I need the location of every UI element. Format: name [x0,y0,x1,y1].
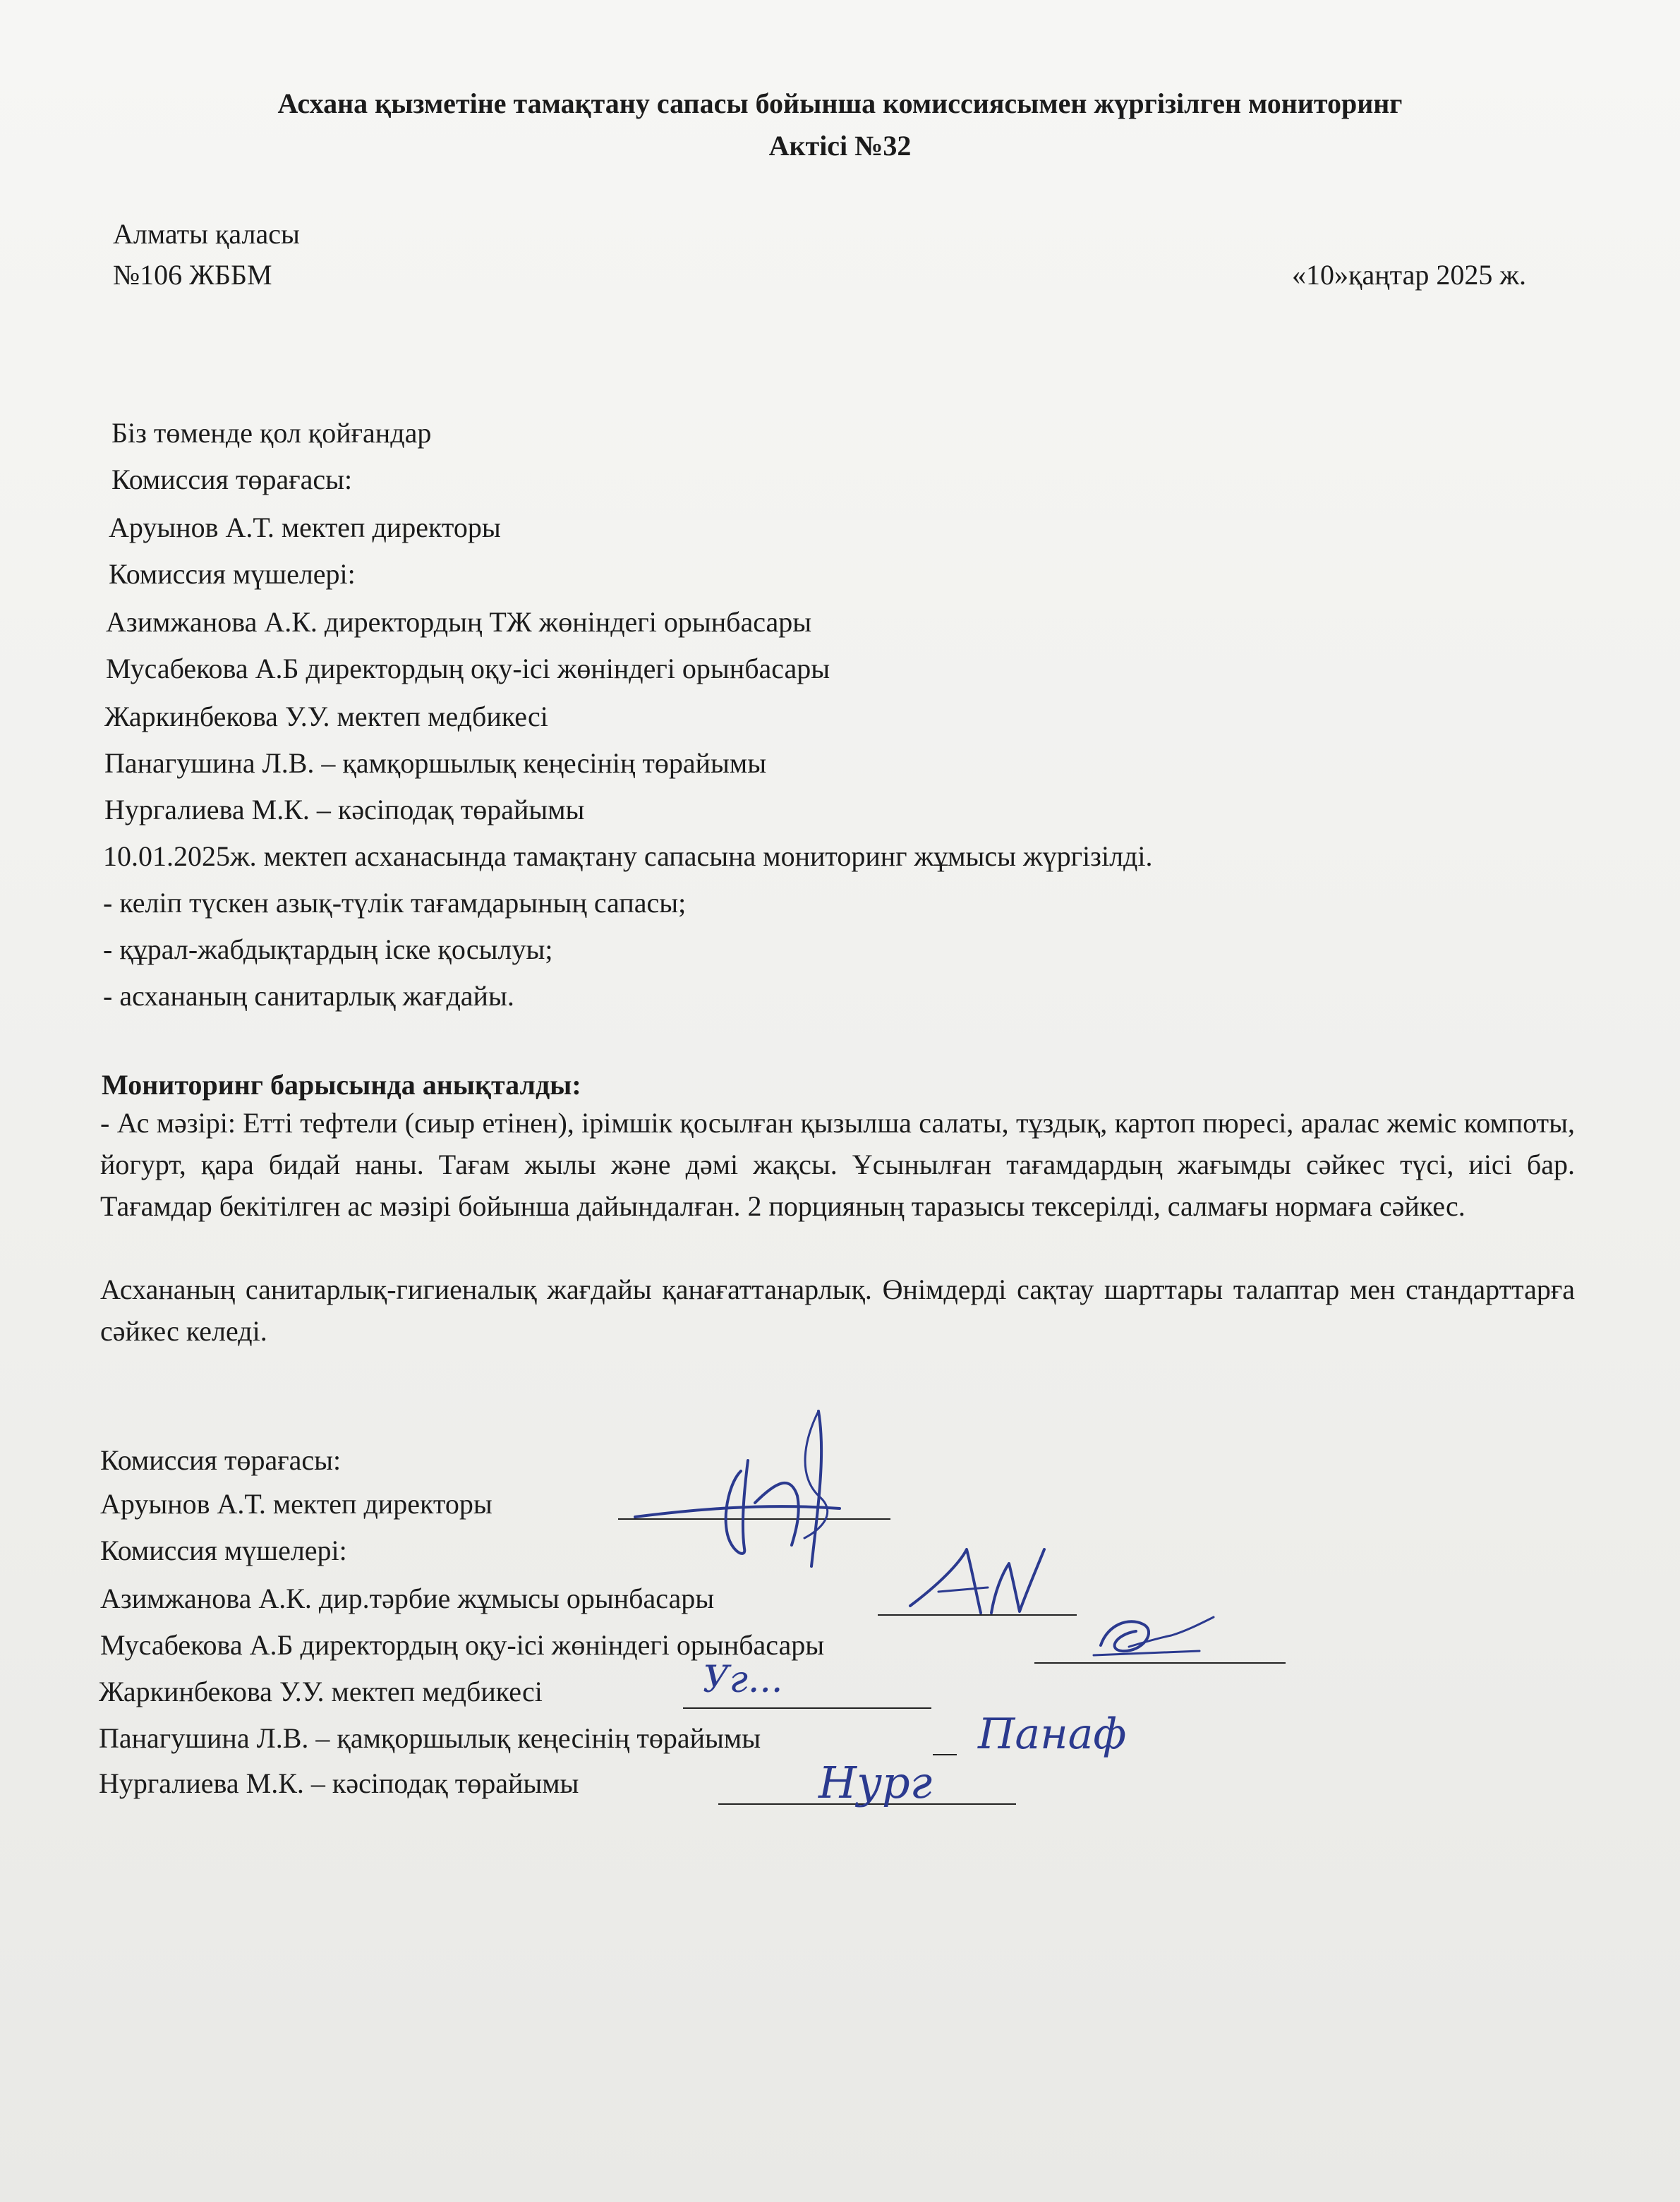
intro-line: - келіп түскен азық-түлік тағамдарының сапасы; [103,887,687,919]
member-name: Азимжанова А.К. дир.тәрбие жұмысы орынбасары [100,1583,715,1614]
findings-heading: Мониторинг барысында анықталды: [102,1069,581,1101]
members-label: Комиссия мүшелері: [100,1535,347,1566]
handwritten-signature-text: Уг... [703,1659,783,1701]
intro-line: Комиссия төрағасы: [111,464,353,495]
member-signature-icon [811,1743,1016,1820]
intro-line: Нургалиева М.К. – кәсіподақ төрайымы [104,794,585,825]
handwritten-signature-text: Нург [818,1757,933,1808]
intro-line: - асхананың санитарлық жағдайы. [103,980,514,1012]
member-signature-icon [1080,1596,1221,1674]
intro-line: Жаркинбекова У.У. мектеп медбикесі [104,701,548,732]
intro-line: Аруынов А.Т. мектеп директоры [109,512,501,543]
member-name: Панагушина Л.В. – қамқоршылық кеңесінің төрайымы [99,1722,761,1754]
chair-label: Комиссия төрағасы: [100,1444,342,1476]
intro-line: Комиссия мүшелері: [109,558,356,590]
member-signature-icon [896,1535,1058,1627]
member-name: Нургалиева М.К. – кәсіподақ төрайымы [99,1767,579,1799]
chair-signature-icon [607,1397,931,1580]
intro-line: - құрал-жабдықтардың іске қосылуы; [103,933,553,965]
document-title-line2: Актісі №32 [768,130,912,162]
intro-line: Біз төменде қол қойғандар [111,417,432,449]
intro-line: Мусабекова А.Б директордың оқу-ісі жөніндегі орынбасары [106,653,830,684]
chair-name: Аруынов А.Т. мектеп директоры [100,1488,492,1520]
document-date: «10»қаңтар 2025 ж. [1292,259,1526,291]
member-name: Мусабекова А.Б директордың оқу-ісі жөніндегі орынбасары [100,1629,825,1661]
school-name: №106 ЖББМ [113,259,272,291]
handwritten-signature-text: Панаф [978,1710,1127,1759]
intro-line: Азимжанова А.К. директордың ТЖ жөніндегі орынбасары [106,606,812,638]
document-title-line1: Асхана қызметіне тамақтану сапасы бойынша комиссиясымен жүргізілген мониторинг [277,87,1403,119]
intro-line: 10.01.2025ж. мектеп асханасында тамақтану сапасына мониторинг жұмысы жүргізілді. [103,840,1153,872]
member-name: Жаркинбекова У.У. мектеп медбикесі [99,1676,543,1707]
city: Алматы қаласы [113,218,300,250]
findings-paragraph: Асхананың санитарлық-гигиеналық жағдайы қанағаттанарлық. Өнімдерді сақтау шарттары талаптар мен стандарттарға сәйкес келеді. [100,1274,1575,1347]
intro-line: Панагушина Л.В. – қамқоршылық кеңесінің төрайымы [104,747,767,779]
findings-paragraph: - Ас мәзірі: Етті тефтели (сиыр етінен), ірімшік қосылған қызылша салаты, тұздық, картоп пюресі, аралас жеміс компоты, йогурт, қара бидай наны. Тағам жылы және дәмі жақсы. Ұсынылған тағамдардың жағымды сәйкес түсі, иісі бар. Тағамдар бекітілген ас мәзірі бойынша дайындалған. 2 порцияның таразысы тексерілді, салмағы нормаға сәйкес. [100,1107,1575,1222]
member-signature-icon [699,1648,868,1719]
